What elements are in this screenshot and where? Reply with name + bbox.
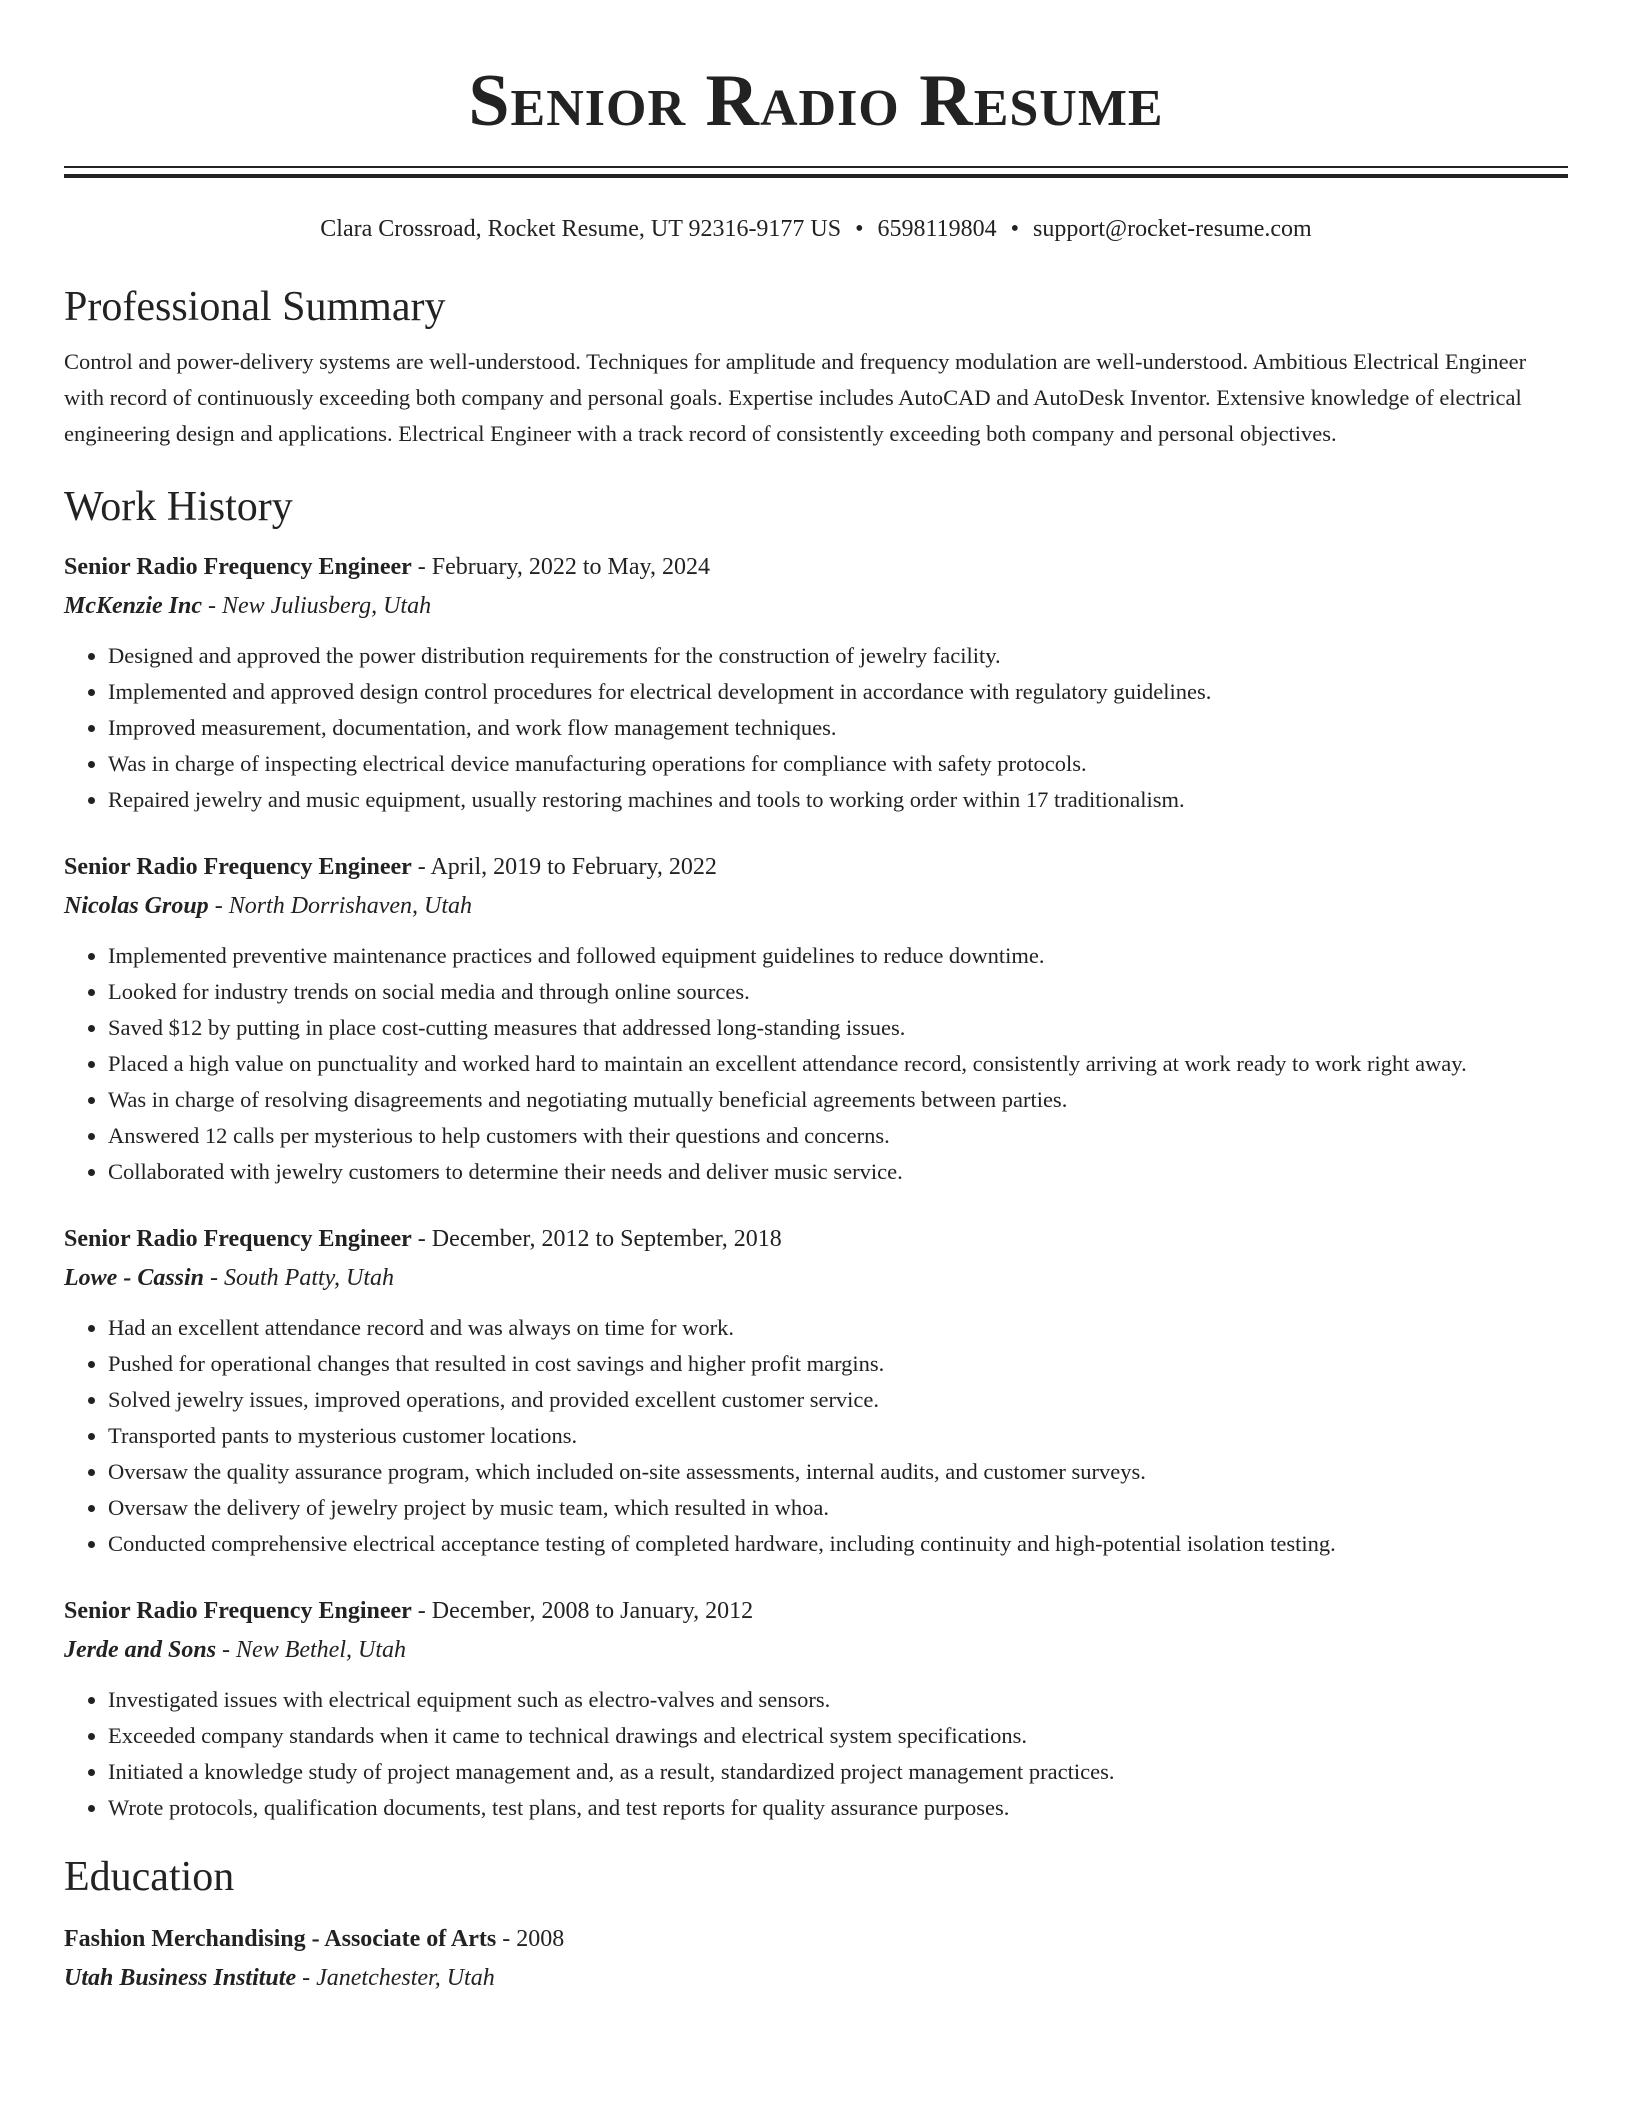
bullet-item: • Designed and approved the power distribution requirements for the construction of jewelry facility. <box>108 638 1568 674</box>
school-line: Utah Business Institute - Janetchester, Utah <box>64 1965 495 1991</box>
job-entry <box>64 1592 1568 1826</box>
education-entry <box>64 1920 1568 1998</box>
bullet-item: • Oversaw the delivery of jewelry project by music team, which resulted in whoa. <box>108 1490 1568 1526</box>
work-history-heading: Work History <box>64 484 293 530</box>
bullet-item: • Repaired jewelry and music equipment, usually restoring machines and tools to working order within 17 traditionalism. <box>108 782 1568 818</box>
summary-heading: Professional Summary <box>64 284 446 330</box>
bullet-item: • Answered 12 calls per mysterious to help customers with their questions and concerns. <box>108 1118 1568 1154</box>
job-title-line: Senior Radio Frequency Engineer - February, 2022 to May, 2024 <box>64 554 710 580</box>
resume-page <box>64 0 1568 1998</box>
bullet-item: • Looked for industry trends on social media and through online sources. <box>108 974 1568 1010</box>
job-entry <box>64 1220 1568 1562</box>
bullet-item: • Was in charge of inspecting electrical device manufacturing operations for compliance with safety protocols. <box>108 746 1568 782</box>
job-dates: December, 2012 to September, 2018 <box>431 1226 782 1252</box>
bullet-item: • Conducted comprehensive electrical acceptance testing of completed hardware, including continuity and high-potential isolation testing. <box>108 1526 1568 1562</box>
company-line: Lowe - Cassin - South Patty, Utah <box>64 1265 395 1291</box>
bullet-item: • Placed a high value on punctuality and worked hard to maintain an excellent attendance record, consistently arriving at work ready to work right away. <box>108 1046 1568 1082</box>
contact-line <box>64 214 1568 244</box>
job-entry <box>64 548 1568 818</box>
company-line: McKenzie Inc - New Juliusberg, Utah <box>64 593 432 619</box>
job-bullets <box>64 638 1568 818</box>
job-dates: February, 2022 to May, 2024 <box>431 554 710 580</box>
job-title: Senior Radio Frequency Engineer <box>64 854 412 880</box>
bullet-item: • Investigated issues with electrical equipment such as electro-valves and sensors. <box>108 1682 1568 1718</box>
job-title: Senior Radio Frequency Engineer <box>64 554 412 580</box>
company-name: Jerde and Sons <box>64 1637 217 1663</box>
contact-separator: • <box>855 216 864 242</box>
title-divider-thin <box>64 166 1568 168</box>
company-location: New Juliusberg, Utah <box>222 593 432 619</box>
job-title-line: Senior Radio Frequency Engineer - April, 2019 to February, 2022 <box>64 854 717 880</box>
job-title-line: Senior Radio Frequency Engineer - December, 2012 to September, 2018 <box>64 1226 782 1252</box>
bullet-item: • Implemented preventive maintenance practices and followed equipment guidelines to reduce downtime. <box>108 938 1568 974</box>
job-title: Senior Radio Frequency Engineer <box>64 1598 412 1624</box>
company-location: South Patty, Utah <box>224 1265 395 1291</box>
bullet-item: • Wrote protocols, qualification documents, test plans, and test reports for quality assurance purposes. <box>108 1790 1568 1826</box>
company-location: New Bethel, Utah <box>236 1637 406 1663</box>
bullet-item: • Oversaw the quality assurance program, which included on-site assessments, internal audits, and customer surveys. <box>108 1454 1568 1490</box>
job-title: Senior Radio Frequency Engineer <box>64 1226 412 1252</box>
job-bullets <box>64 1310 1568 1562</box>
bullet-item: • Was in charge of resolving disagreements and negotiating mutually beneficial agreements between parties. <box>108 1082 1568 1118</box>
degree-name: Fashion Merchandising - Associate of Arts <box>64 1926 497 1952</box>
company-name: Nicolas Group <box>64 893 209 919</box>
bullet-item: • Implemented and approved design control procedures for electrical development in accordance with regulatory guidelines. <box>108 674 1568 710</box>
job-bullets <box>64 938 1568 1190</box>
job-entry <box>64 848 1568 1190</box>
contact-address: Clara Crossroad, Rocket Resume, UT 92316-9177 US <box>320 216 842 242</box>
bullet-item: • Exceeded company standards when it came to technical drawings and electrical system specifications. <box>108 1718 1568 1754</box>
degree-year: 2008 <box>516 1926 565 1952</box>
job-dates: April, 2019 to February, 2022 <box>430 854 717 880</box>
company-location: North Dorrishaven, Utah <box>228 893 473 919</box>
bullet-item: • Pushed for operational changes that resulted in cost savings and higher profit margins. <box>108 1346 1568 1382</box>
company-name: Lowe - Cassin <box>64 1265 205 1291</box>
bullet-item: • Saved $12 by putting in place cost-cutting measures that addressed long-standing issues. <box>108 1010 1568 1046</box>
school-name: Utah Business Institute <box>64 1965 297 1991</box>
title-divider-thick <box>64 174 1568 178</box>
bullet-item: • Initiated a knowledge study of project management and, as a result, standardized project management practices. <box>108 1754 1568 1790</box>
bullet-item: • Had an excellent attendance record and was always on time for work. <box>108 1310 1568 1346</box>
education-heading: Education <box>64 1854 235 1900</box>
bullet-item: • Solved jewelry issues, improved operations, and provided excellent customer service. <box>108 1382 1568 1418</box>
company-line: Nicolas Group - North Dorrishaven, Utah <box>64 893 473 919</box>
company-name: McKenzie Inc <box>64 593 202 619</box>
contact-email: support@rocket-resume.com <box>1033 216 1312 242</box>
contact-phone: 6598119804 <box>877 216 997 242</box>
bullet-item: • Improved measurement, documentation, and work flow management techniques. <box>108 710 1568 746</box>
contact-separator: • <box>1010 216 1020 242</box>
degree-line: Fashion Merchandising - Associate of Arts - 2008 <box>64 1926 565 1952</box>
job-dates: December, 2008 to January, 2012 <box>431 1598 754 1624</box>
company-line: Jerde and Sons - New Bethel, Utah <box>64 1637 406 1663</box>
school-location: Janetchester, Utah <box>316 1965 495 1991</box>
bullet-item: • Transported pants to mysterious customer locations. <box>108 1418 1568 1454</box>
summary-text: Control and power-delivery systems are well-understood. Techniques for amplitude and frequency modulation are well-understood. Ambitious Electrical Engineer with record of continuously exceeding both company and personal goals. Expertise includes AutoCAD and AutoDesk Inventor. Extensive knowledge of electrical engineering design and applications. Electrical Engineer with a track record of consistently exceeding both company and personal objectives. <box>64 349 1527 446</box>
job-title-line: Senior Radio Frequency Engineer - December, 2008 to January, 2012 <box>64 1598 754 1624</box>
resume-title: Senior Radio Resume <box>468 60 1164 142</box>
bullet-item: • Collaborated with jewelry customers to determine their needs and deliver music service. <box>108 1154 1568 1190</box>
job-bullets <box>64 1682 1568 1826</box>
